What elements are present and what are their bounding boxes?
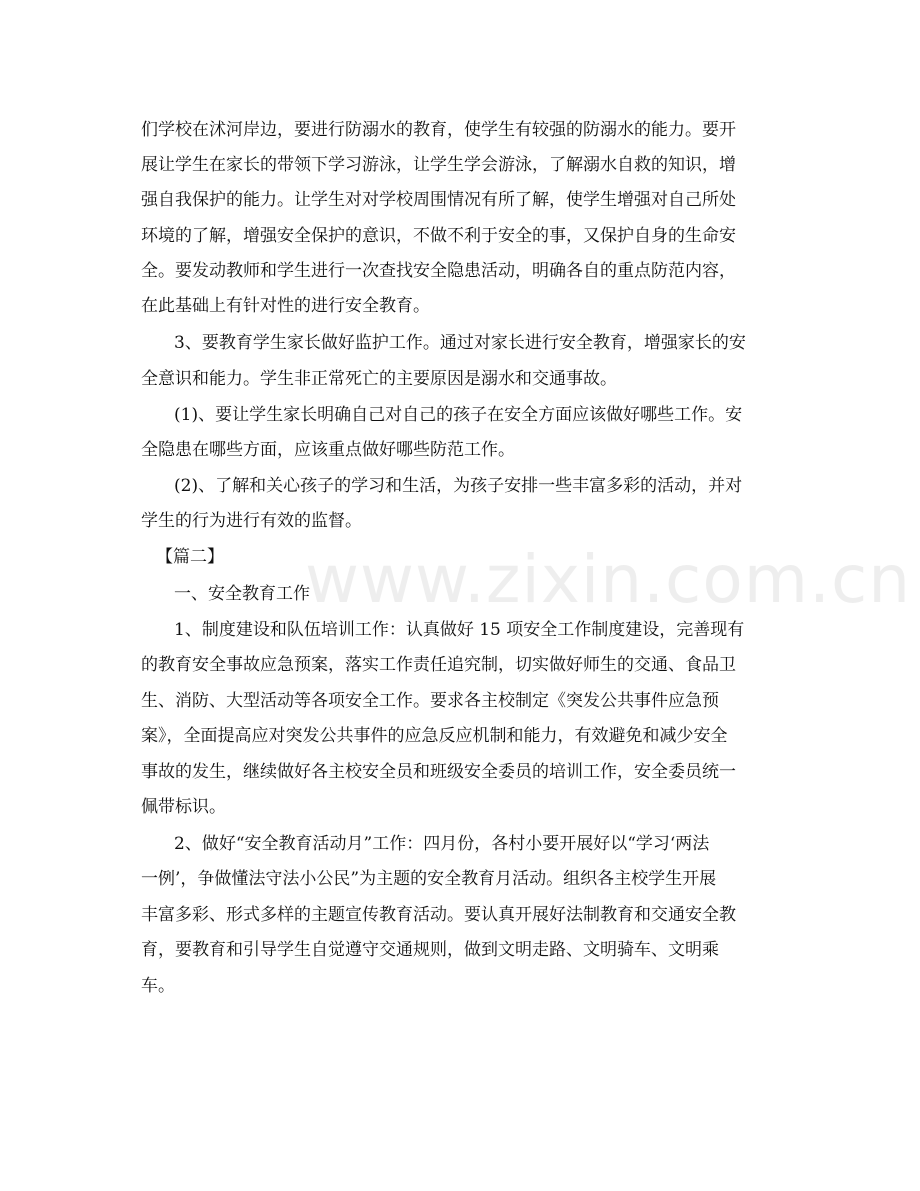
- paragraph-line: 1、制度建设和队伍培训工作：认真做好 15 项安全工作制度建设，完善现有: [174, 620, 745, 640]
- paragraph-line: 在此基础上有针对性的进行安全教育。: [141, 296, 430, 316]
- paragraph-line: 全隐患在哪些方面，应该重点做好哪些防范工作。: [141, 440, 515, 460]
- paragraph-line: 丰富多彩、形式多样的主题宣传教育活动。要认真开展好法制教育和交通安全教: [141, 905, 736, 925]
- subsection-heading: 一、安全教育工作: [174, 584, 310, 604]
- paragraph-line: 们学校在沭河岸边，要进行防溺水的教育，使学生有较强的防溺水的能力。要开: [141, 120, 736, 140]
- paragraph-line: 佩带标识。: [141, 797, 226, 817]
- paragraph-line: 的教育安全事故应急预案，落实工作责任追究制，切实做好师生的交通、食品卫: [141, 655, 736, 675]
- paragraph-line: 学生的行为进行有效的监督。: [141, 511, 362, 531]
- paragraph-line: 事故的发生，继续做好各主校安全员和班级安全委员的培训工作，安全委员统一: [141, 762, 736, 782]
- paragraph-line: 育，要教育和引导学生自觉遵守交通规则，做到文明走路、文明骑车、文明乘: [141, 940, 719, 960]
- section-heading: 【篇二】: [156, 547, 224, 567]
- paragraph-line: 强自我保护的能力。让学生对对学校周围情况有所了解，使学生增强对自己所处: [141, 190, 736, 210]
- paragraph-line: 全。要发动教师和学生进行一次查找安全隐患活动，明确各自的重点防范内容，: [141, 261, 736, 281]
- paragraph-line: 全意识和能力。学生非正常死亡的主要原因是溺水和交通事故。: [141, 369, 617, 389]
- paragraph-line: 3、要教育学生家长做好监护工作。通过对家长进行安全教育，增强家长的安: [174, 333, 746, 353]
- paragraph-line: (1)、要让学生家长明确自己对自己的孩子在安全方面应该做好哪些工作。安: [174, 405, 743, 425]
- paragraph-line: 2、做好“安全教育活动月”工作：四月份，各村小要开展好以“学习‘两法: [174, 834, 710, 854]
- paragraph-line: 案》，全面提高应对突发公共事件的应急反应机制和能力，有效避免和减少安全: [141, 726, 728, 746]
- paragraph-line: 环境的了解，增强安全保护的意识，不做不利于安全的事，又保护自身的生命安: [141, 226, 736, 246]
- watermark: www.zixin.com.cn: [305, 541, 912, 618]
- paragraph-line: 生、消防、大型活动等各项安全工作。要求各主校制定《突发公共事件应急预: [141, 691, 719, 711]
- paragraph-line: (2)、了解和关心孩子的学习和生活，为孩子安排一些丰富多彩的活动，并对: [174, 476, 743, 496]
- paragraph-line: 一例’，争做懂法守法小公民”为主题的安全教育月活动。组织各主校学生开展: [141, 869, 717, 889]
- paragraph-line: 车。: [141, 976, 175, 996]
- paragraph-line: 展让学生在家长的带领下学习游泳，让学生学会游泳，了解溺水自救的知识，增: [141, 155, 736, 175]
